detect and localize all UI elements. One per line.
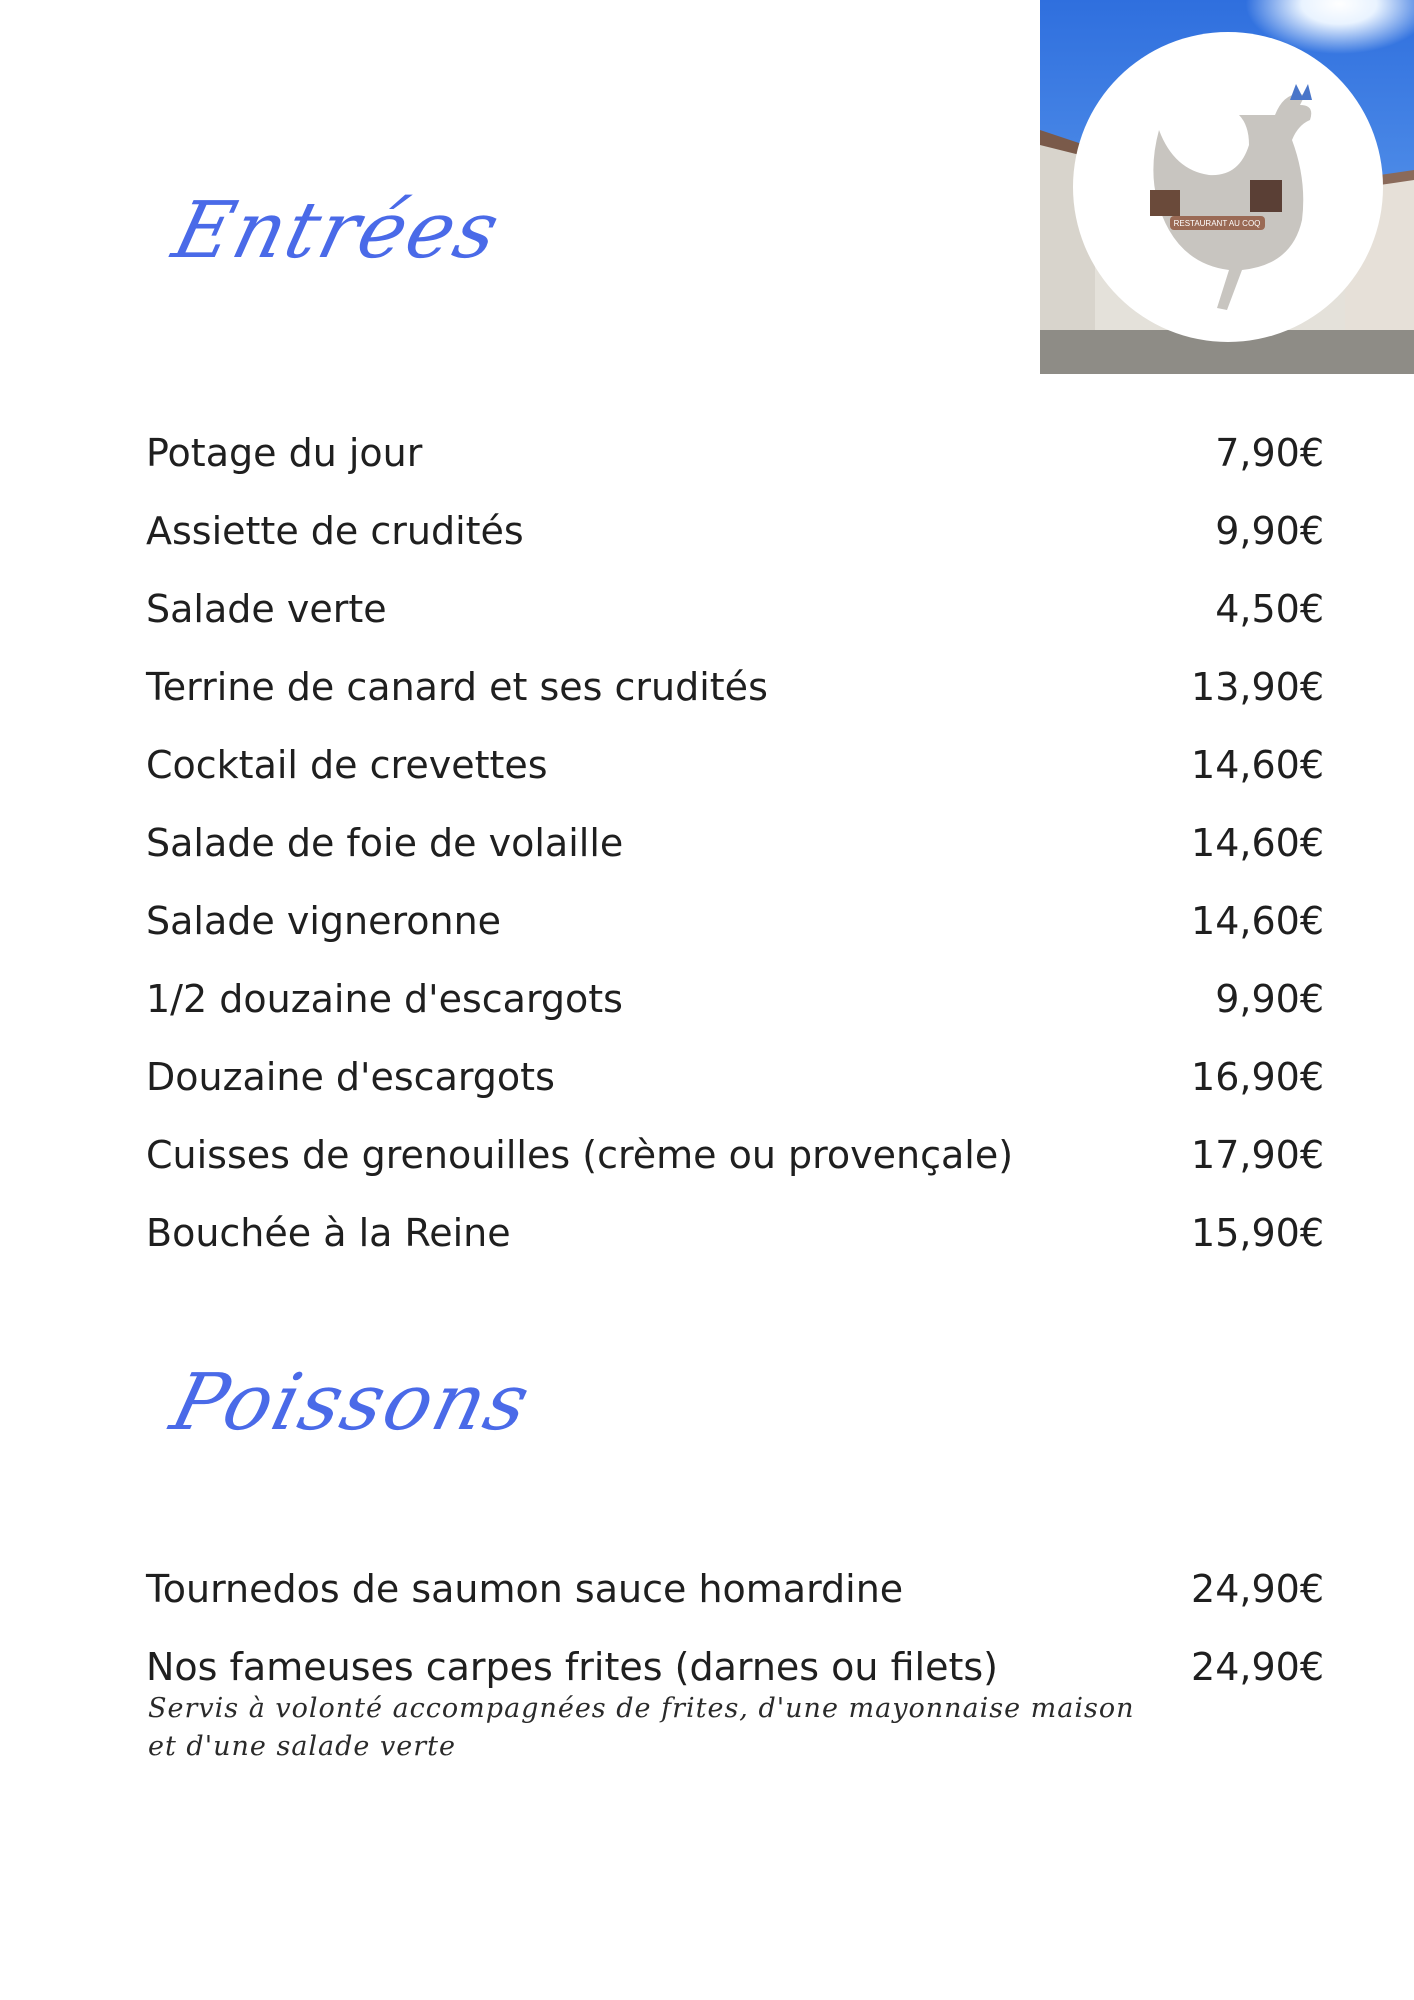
poissons-title: Poissons (162, 1358, 540, 1448)
menu-item (0, 974, 1414, 1024)
item-price: 24,90€ (1191, 1567, 1324, 1611)
menu-item (0, 1052, 1414, 1102)
item-name: Salade vigneronne (146, 899, 502, 943)
entrees-title: Entrées (164, 186, 510, 276)
item-name: Assiette de crudités (146, 509, 524, 553)
item-price: 14,60€ (1191, 743, 1324, 787)
item-name: Douzaine d'escargots (146, 1055, 555, 1099)
item-price: 14,60€ (1191, 821, 1324, 865)
item-price: 9,90€ (1215, 509, 1324, 553)
item-name: Potage du jour (146, 431, 423, 475)
item-price: 24,90€ (1191, 1645, 1324, 1689)
menu-item (0, 818, 1414, 868)
menu-item (0, 506, 1414, 556)
menu-item (0, 428, 1414, 478)
item-price: 9,90€ (1215, 977, 1324, 1021)
item-price: 16,90€ (1191, 1055, 1324, 1099)
window (1150, 190, 1180, 216)
item-price: 7,90€ (1215, 431, 1324, 475)
item-name: 1/2 douzaine d'escargots (146, 977, 623, 1021)
menu-item (0, 584, 1414, 634)
item-price: 15,90€ (1191, 1211, 1324, 1255)
item-name: Cuisses de grenouilles (crème ou provençale) (146, 1133, 1014, 1177)
item-price: 13,90€ (1191, 665, 1324, 709)
carpes-note: Servis à volonté accompagnées de frites, d'une mayonnaise maison et d'une salade verte (148, 1693, 1135, 1762)
menu-item (0, 1642, 1414, 1692)
item-name: Tournedos de saumon sauce homardine (146, 1567, 904, 1611)
menu-item (0, 662, 1414, 712)
item-price: 17,90€ (1191, 1133, 1324, 1177)
menu-item (0, 740, 1414, 790)
menu-item (0, 1564, 1414, 1614)
item-name: Nos fameuses carpes frites (darnes ou filets) (146, 1645, 998, 1689)
item-price: 14,60€ (1191, 899, 1324, 943)
sign-text: RESTAURANT AU COQ (1173, 219, 1261, 228)
menu-item (0, 1208, 1414, 1258)
item-name: Cocktail de crevettes (146, 743, 548, 787)
item-name: Terrine de canard et ses crudités (146, 665, 768, 709)
window (1250, 180, 1282, 212)
item-price: 4,50€ (1215, 587, 1324, 631)
item-name: Salade de foie de volaille (146, 821, 624, 865)
menu-item (0, 1130, 1414, 1180)
restaurant-photo (1040, 0, 1414, 374)
item-name: Salade verte (146, 587, 387, 631)
item-name: Bouchée à la Reine (146, 1211, 511, 1255)
menu-item (0, 896, 1414, 946)
